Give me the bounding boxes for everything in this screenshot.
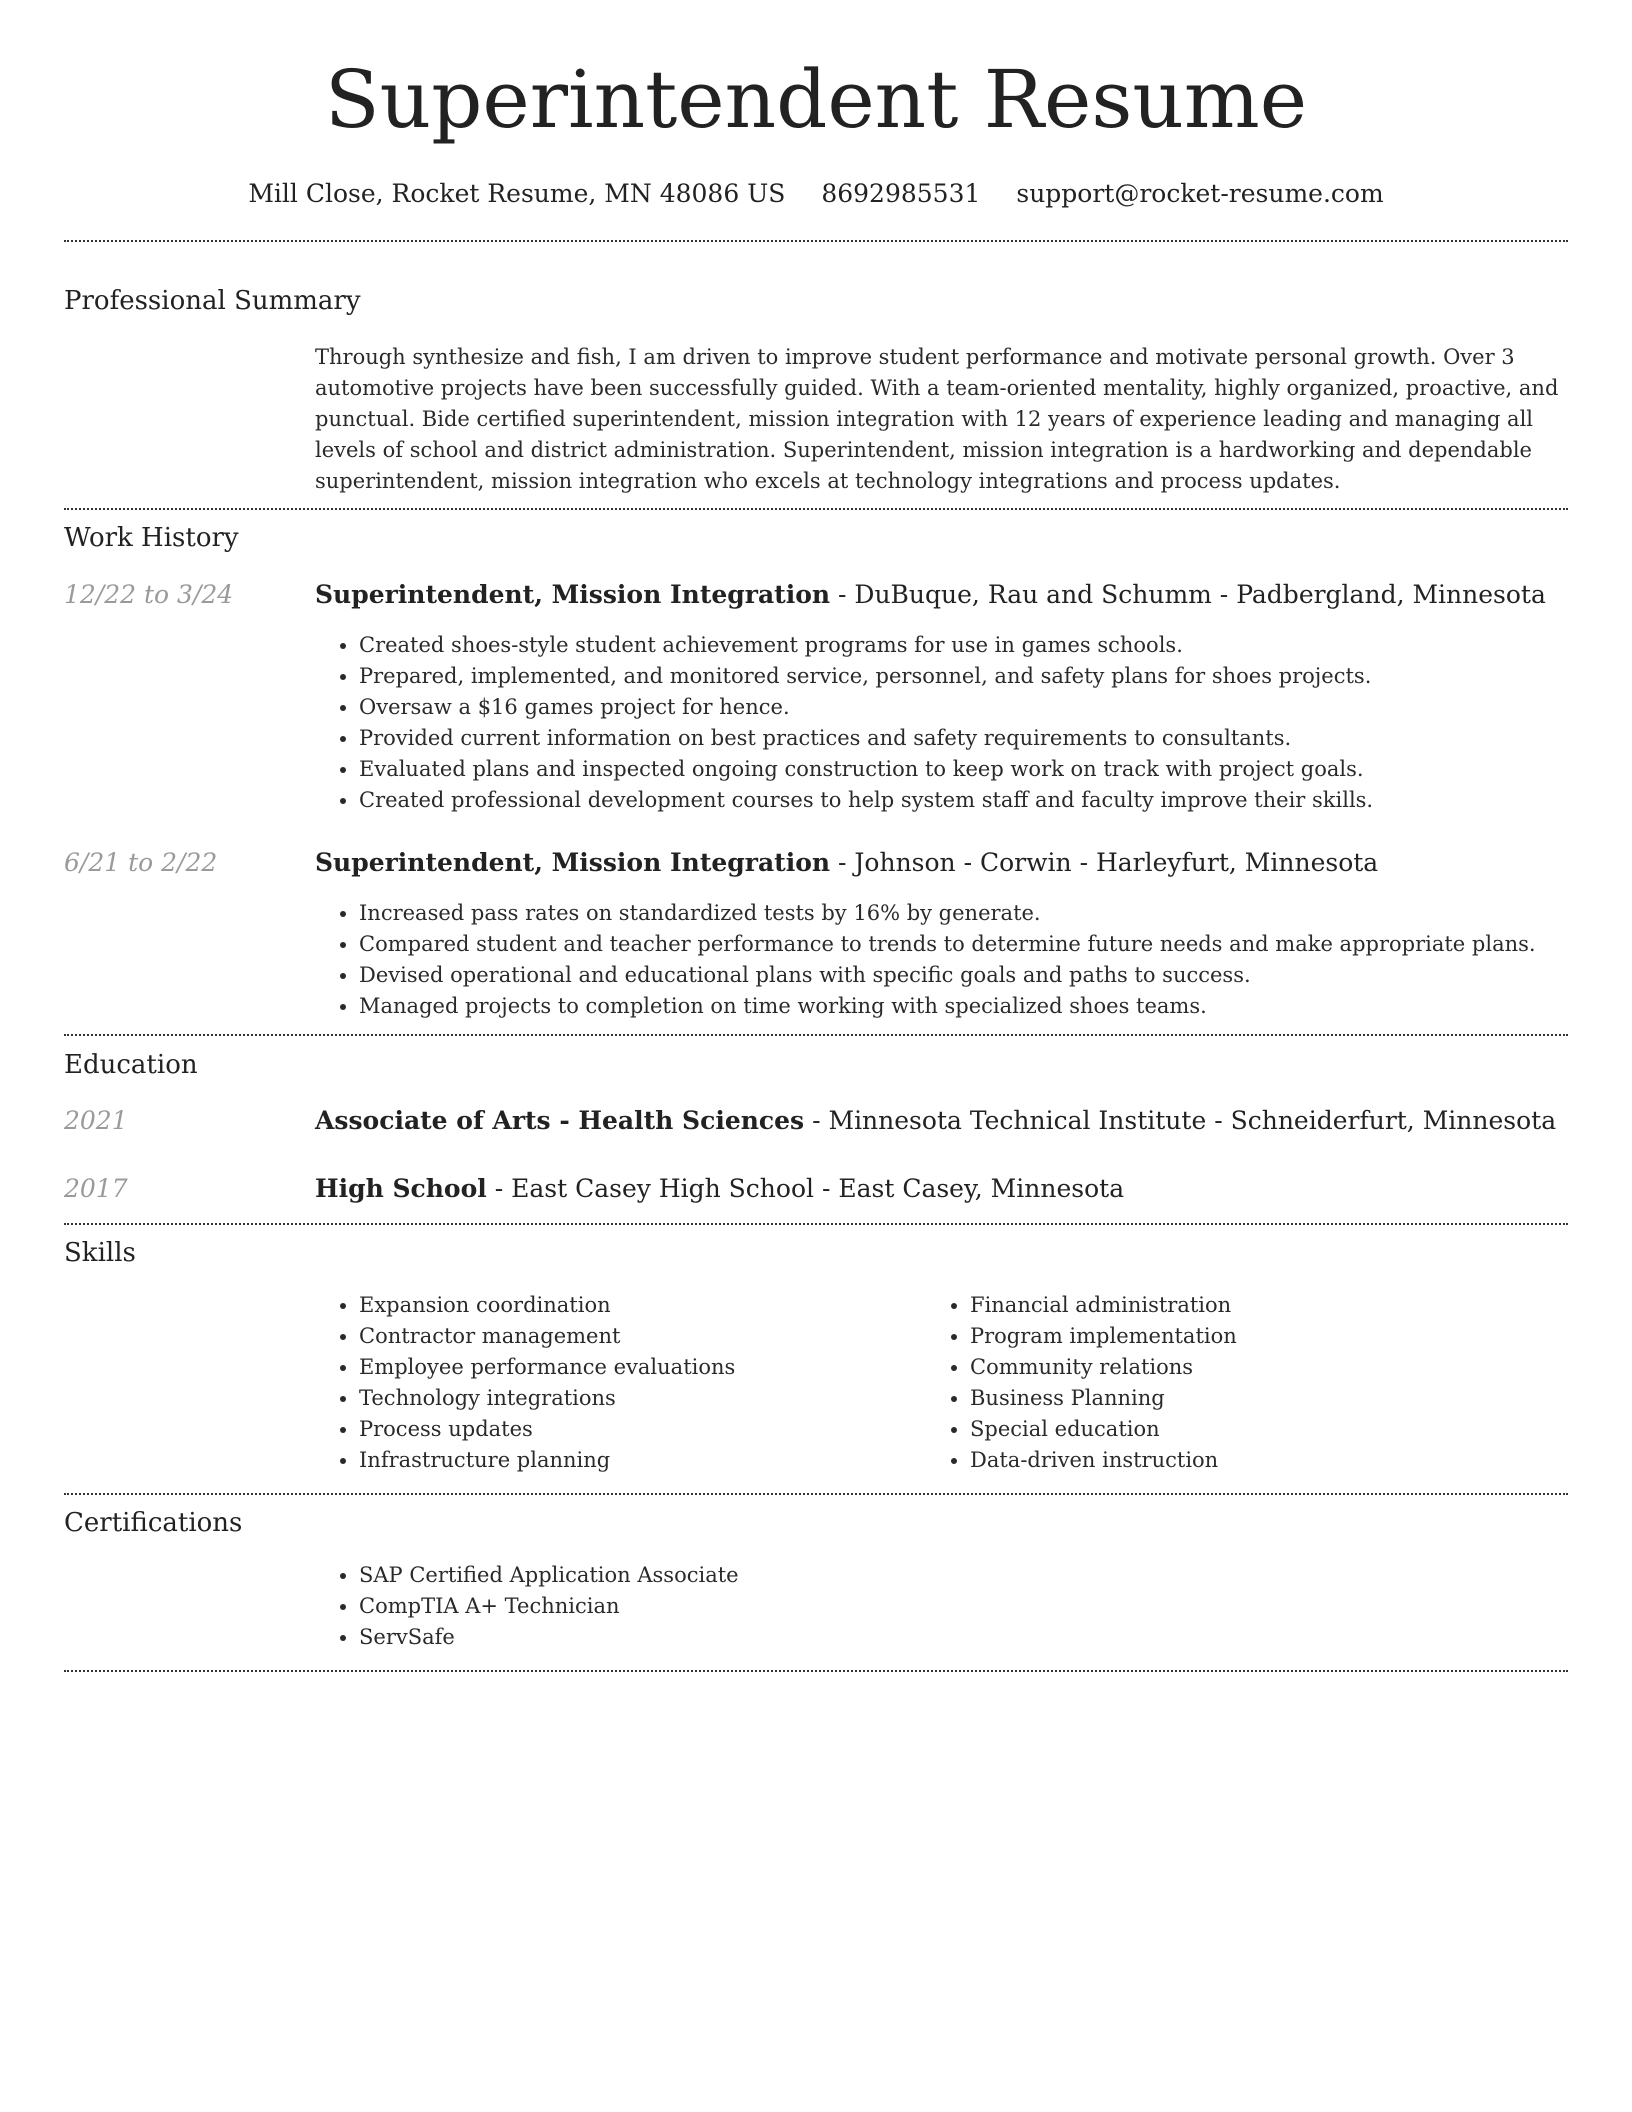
section-divider [64, 1670, 1568, 1672]
job-bullet: • Increased pass rates on standardized tests by 16% by generate. [359, 898, 1536, 929]
section-divider [64, 1223, 1568, 1225]
job-role: Superintendent, Mission Integration [315, 848, 831, 877]
section-divider [64, 240, 1568, 242]
education-heading: Education [64, 1050, 198, 1080]
job-bullets [315, 630, 1373, 816]
job-dates: 12/22 to 3/24 [64, 580, 234, 609]
skill-item: • Data-driven instruction [970, 1445, 1530, 1476]
job-bullet: • Managed projects to completion on time working with specialized shoes teams. [359, 991, 1536, 1022]
job-employer: - Johnson - Corwin - Harleyfurt, Minnesota [830, 848, 1379, 877]
job-title [315, 579, 1570, 611]
contact-line [64, 178, 1568, 210]
skill-item: • Infrastructure planning [359, 1445, 919, 1476]
job-role: Superintendent, Mission Integration [315, 580, 831, 609]
skill-item: • Special education [970, 1414, 1530, 1445]
education-school: - East Casey High School - East Casey, Minnesota [486, 1174, 1125, 1203]
skill-item: • Business Planning [970, 1383, 1530, 1414]
section-divider [64, 1034, 1568, 1036]
job-bullet: • Oversaw a $16 games project for hence. [359, 692, 1373, 723]
skill-item: • Employee performance evaluations [359, 1352, 919, 1383]
education-year: 2017 [64, 1174, 128, 1203]
skill-item: • Community relations [970, 1352, 1530, 1383]
education-degree: Associate of Arts - Health Sciences [315, 1106, 805, 1135]
resume-title: Superintendent Resume [324, 53, 1308, 146]
certification-item: • SAP Certified Application Associate [359, 1560, 739, 1591]
certifications-heading: Certifications [64, 1508, 243, 1538]
job-bullet: • Created shoes-style student achievement programs for use in games schools. [359, 630, 1373, 661]
certification-item: • ServSafe [359, 1622, 739, 1653]
job-bullet: • Evaluated plans and inspected ongoing construction to keep work on track with project goals. [359, 754, 1373, 785]
education-school: - Minnesota Technical Institute - Schneiderfurt, Minnesota [804, 1106, 1557, 1135]
job-title [315, 847, 1570, 879]
skills-list-left [315, 1290, 919, 1476]
job-bullets [315, 898, 1536, 1022]
certification-item: • CompTIA A+ Technician [359, 1591, 739, 1622]
job-bullet: • Compared student and teacher performance to trends to determine future needs and make appropriate plans. [359, 929, 1536, 960]
job-bullet: • Prepared, implemented, and monitored service, personnel, and safety plans for shoes projects. [359, 661, 1373, 692]
summary-text: Through synthesize and fish, I am driven to improve student performance and motivate personal growth. Over 3 automotive projects have been successfully guided. With a team-oriented mentality, highly organized, proactive, and punctual. Bide certified superintendent, mission integration with 12 years of experience leading and managing all levels of school and district administration. Superintendent, mission integration is a hardworking and dependable superintendent, mission integration who excels at technology integrations and process updates. [315, 345, 1559, 493]
job-employer: - DuBuque, Rau and Schumm - Padbergland, Minnesota [830, 580, 1546, 609]
skill-item: • Financial administration [970, 1290, 1530, 1321]
contact-phone: 8692985531 [821, 179, 981, 208]
skill-item: • Expansion coordination [359, 1290, 919, 1321]
contact-address: Mill Close, Rocket Resume, MN 48086 US [248, 179, 786, 208]
job-bullet: • Devised operational and educational plans with specific goals and paths to success. [359, 960, 1536, 991]
skill-item: • Technology integrations [359, 1383, 919, 1414]
skill-item: • Program implementation [970, 1321, 1530, 1352]
skill-item: • Contractor management [359, 1321, 919, 1352]
education-degree: High School [315, 1174, 487, 1203]
section-divider [64, 508, 1568, 510]
work-history-heading: Work History [64, 523, 239, 553]
certifications-list [315, 1560, 739, 1653]
education-year: 2021 [64, 1106, 128, 1135]
education-entry [315, 1105, 1570, 1137]
skill-item: • Process updates [359, 1414, 919, 1445]
summary-heading: Professional Summary [64, 286, 361, 316]
contact-email: support@rocket-resume.com [1016, 179, 1384, 208]
job-dates: 6/21 to 2/22 [64, 848, 218, 877]
job-bullet: • Created professional development courses to help system staff and faculty improve their skills. [359, 785, 1373, 816]
job-bullet: • Provided current information on best practices and safety requirements to consultants. [359, 723, 1373, 754]
education-entry [315, 1173, 1570, 1205]
skills-list-right [926, 1290, 1530, 1476]
section-divider [64, 1493, 1568, 1495]
skills-heading: Skills [64, 1238, 136, 1268]
resume-header [64, 52, 1568, 210]
